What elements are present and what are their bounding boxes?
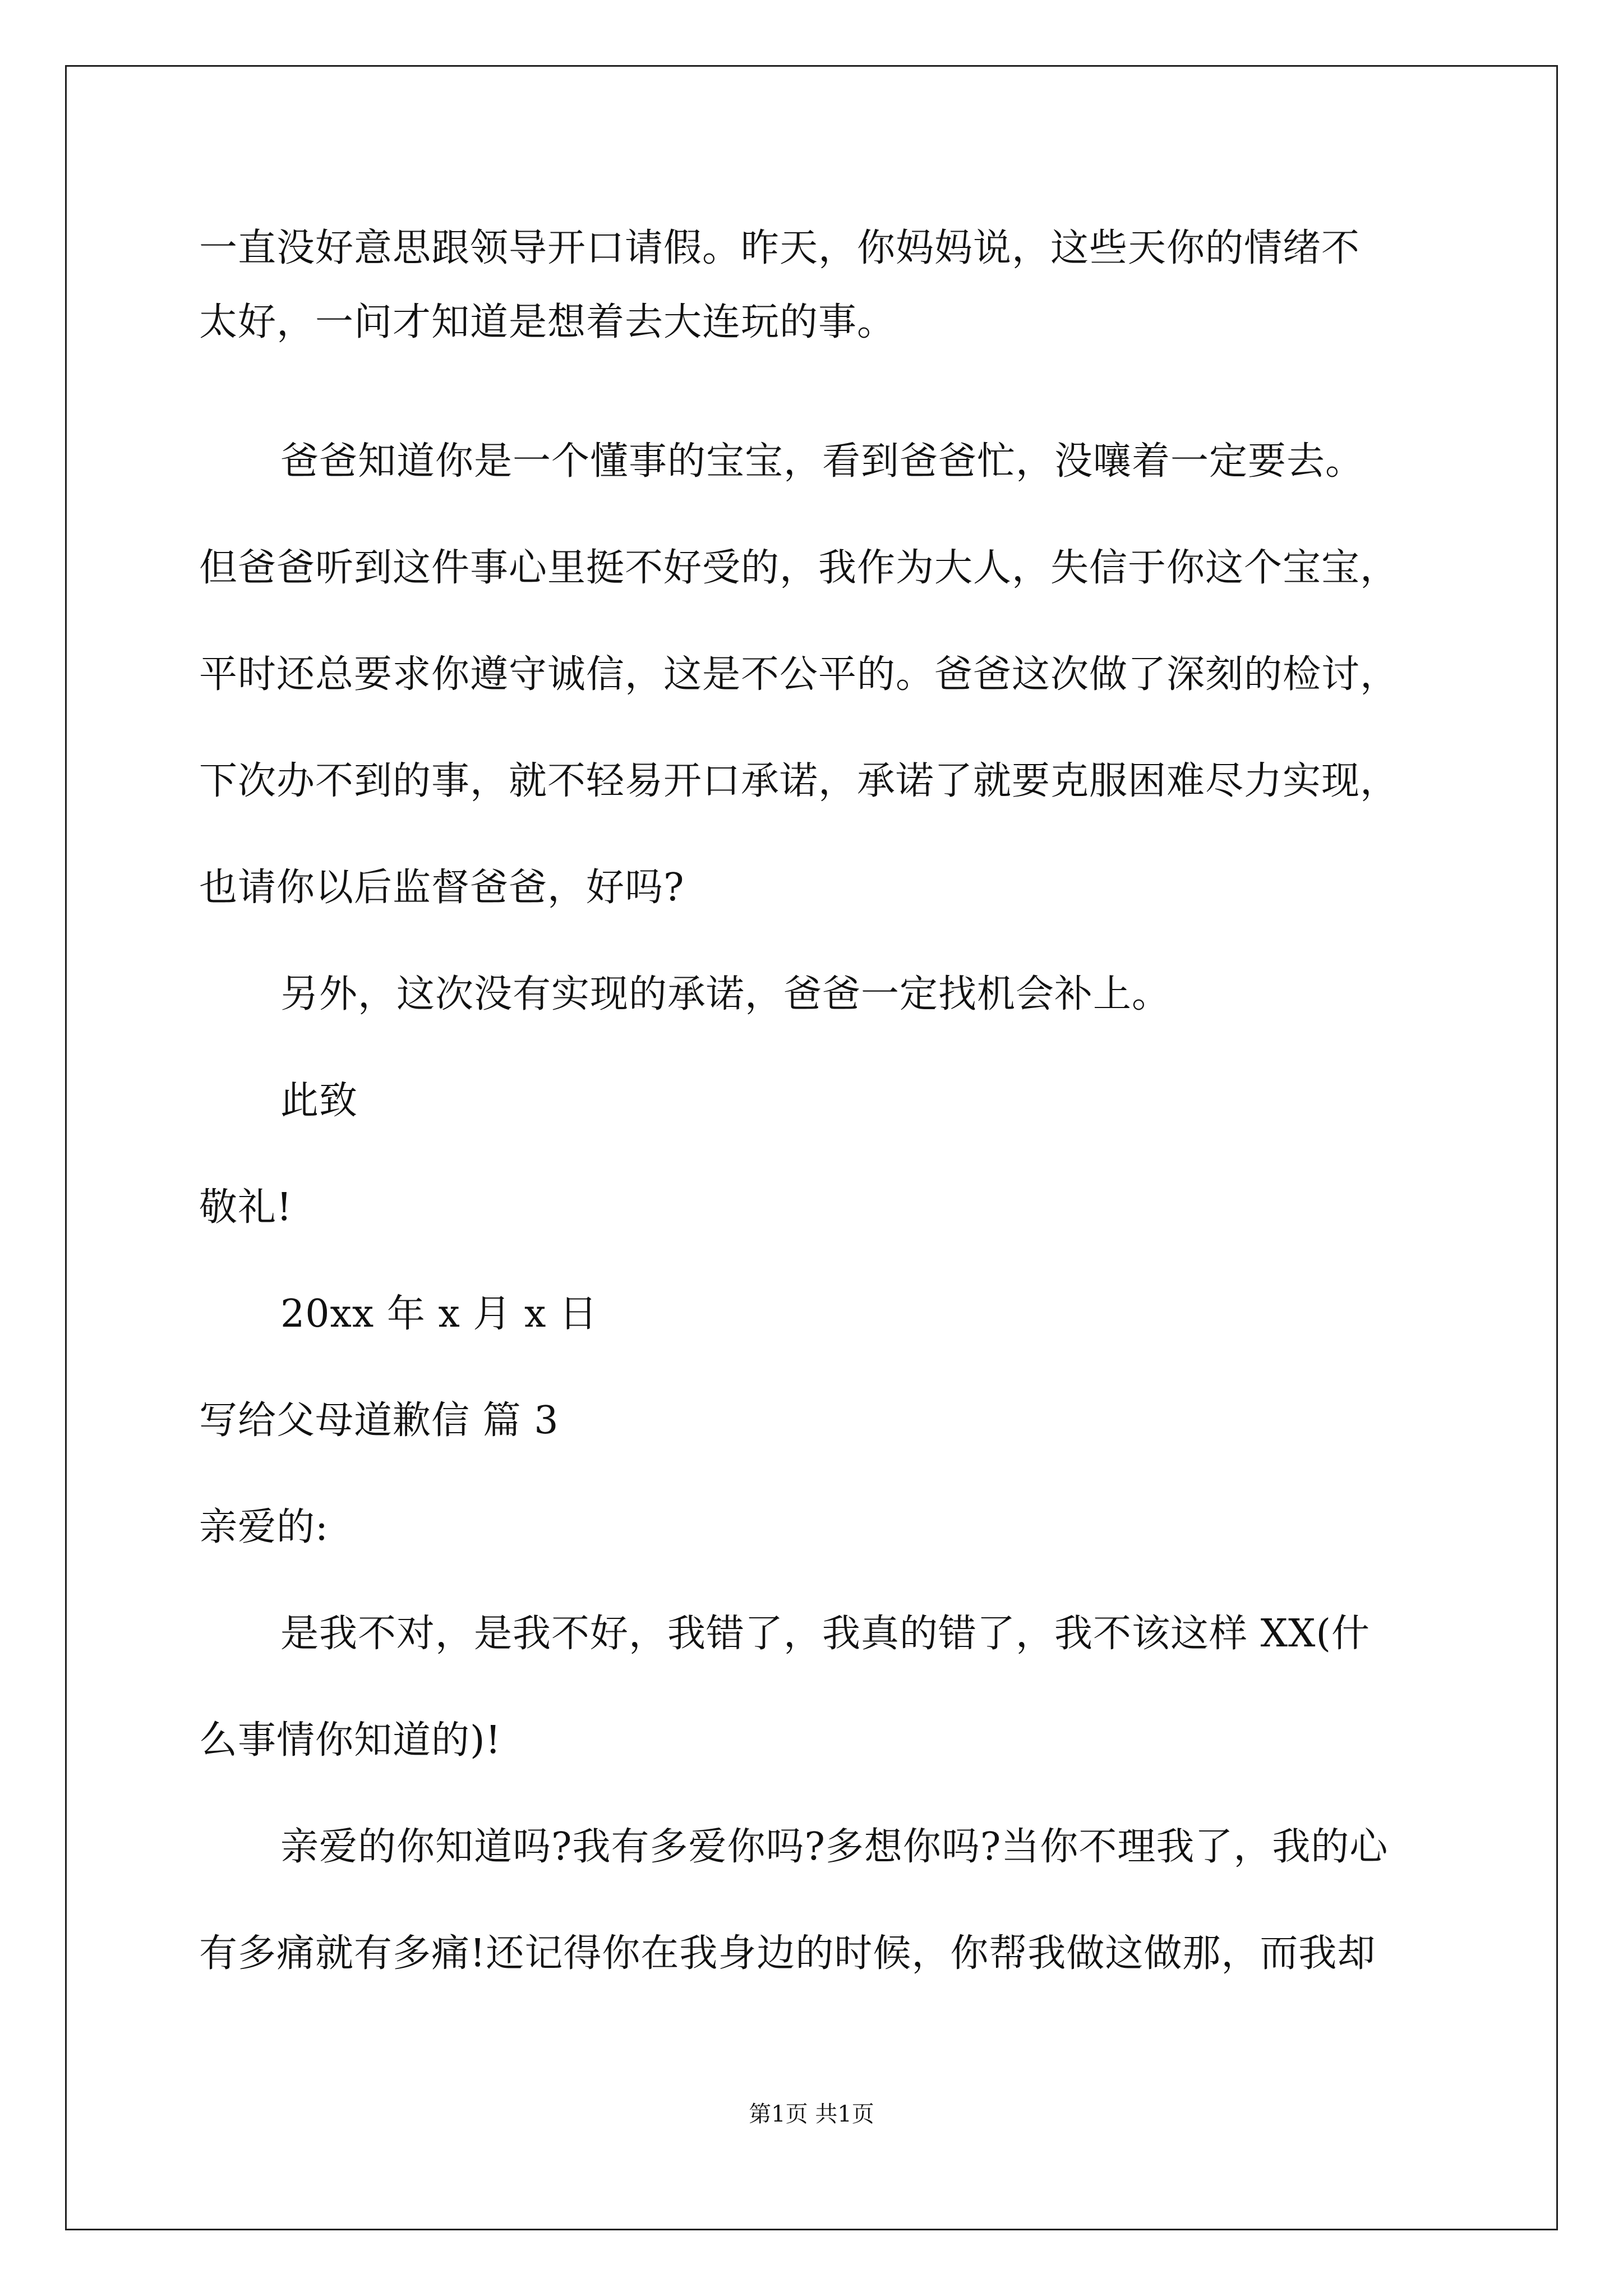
page-frame (65, 65, 1558, 2230)
letter-line-1: 一直没好意思跟领导开口请假。昨天，你妈妈说，这些天你的情绪不 (199, 226, 1361, 270)
letter-line-6: 下次办不到的事，就不轻易开口承诺，承诺了就要克服困难尽力实现， (199, 759, 1399, 803)
letter-line-8: 另外，这次没有实现的承诺，爸爸一定找机会补上。 (280, 972, 1171, 1016)
section-greeting: 亲爱的: (199, 1505, 329, 1549)
letter-line-3: 爸爸知道你是一个懂事的宝宝，看到爸爸忙，没嚷着一定要去。 (280, 439, 1364, 484)
section-line-4: 有多痛就有多痛!还记得你在我身边的时候，你帮我做这做那，而我却 (199, 1931, 1376, 1976)
section-line-2: 么事情你知道的)! (199, 1718, 501, 1763)
letter-line-5: 平时还总要求你遵守诚信，这是不公平的。爸爸这次做了深刻的检讨， (199, 652, 1399, 697)
page-number-footer: 第1页 共1页 (749, 2101, 874, 2127)
section-line-1: 是我不对，是我不好，我错了，我真的错了，我不该这样 XX(什 (280, 1612, 1370, 1656)
letter-date: 20xx 年 x 月 x 日 (280, 1292, 598, 1336)
letter-line-2: 太好，一问才知道是想着去大连玩的事。 (199, 300, 896, 344)
letter-line-4: 但爸爸听到这件事心里挺不好受的，我作为大人，失信于你这个宝宝， (199, 546, 1399, 590)
closing-regards: 敬礼! (199, 1185, 293, 1230)
closing-salutation: 此致 (280, 1079, 358, 1123)
letter-line-7: 也请你以后监督爸爸，好吗? (199, 866, 685, 910)
section-heading: 写给父母道歉信 篇 3 (199, 1398, 559, 1443)
section-line-3: 亲爱的你知道吗?我有多爱你吗?多想你吗?当你不理我了，我的心 (280, 1825, 1389, 1869)
